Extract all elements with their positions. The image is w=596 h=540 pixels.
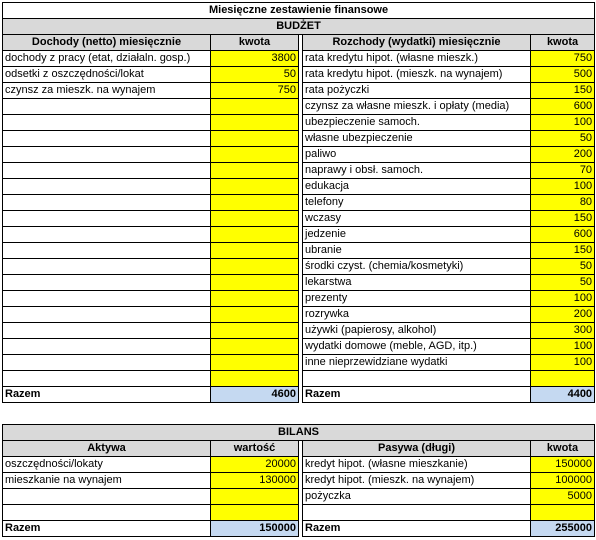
budget-row [3, 195, 595, 211]
expense-amount-cell[interactable]: 300 [531, 323, 595, 339]
expense-label-cell[interactable]: wydatki domowe (meble, AGD, itp.) [303, 339, 531, 355]
income-label-cell[interactable] [3, 355, 211, 371]
balance-row [3, 505, 595, 521]
expense-label-cell[interactable]: wczasy [303, 211, 531, 227]
income-label-cell[interactable]: czynsz za mieszk. na wynajem [3, 83, 211, 99]
income-amount-cell[interactable] [211, 227, 299, 243]
liability-label-cell[interactable]: kredyt hipot. (mieszk. na wynajem) [303, 473, 531, 489]
expense-amount-cell[interactable]: 50 [531, 275, 595, 291]
expense-label-cell[interactable]: edukacja [303, 179, 531, 195]
budget-row [3, 323, 595, 339]
income-label-cell[interactable] [3, 339, 211, 355]
asset-label-cell[interactable]: oszczędności/lokaty [3, 457, 211, 473]
budget-row [3, 51, 595, 67]
income-label-cell[interactable] [3, 147, 211, 163]
expense-amount-cell[interactable]: 150 [531, 83, 595, 99]
balance-section-title: BILANS [3, 425, 595, 441]
expense-label-cell[interactable]: telefony [303, 195, 531, 211]
expense-label-cell[interactable]: środki czyst. (chemia/kosmetyki) [303, 259, 531, 275]
liability-amount-cell[interactable] [531, 505, 595, 521]
balance-row [3, 457, 595, 473]
budget-row [3, 99, 595, 115]
income-amount-cell[interactable] [211, 355, 299, 371]
budget-row [3, 115, 595, 131]
expense-amount-cell[interactable]: 100 [531, 339, 595, 355]
budget-row [3, 147, 595, 163]
budget-row [3, 83, 595, 99]
income-amount-cell[interactable] [211, 339, 299, 355]
assets-value-header: wartość [211, 441, 299, 457]
income-amount-cell[interactable] [211, 275, 299, 291]
expense-label-cell[interactable]: inne nieprzewidziane wydatki [303, 355, 531, 371]
income-amount-cell[interactable] [211, 115, 299, 131]
income-amount-cell[interactable] [211, 99, 299, 115]
budget-row [3, 275, 595, 291]
expense-amount-cell[interactable]: 100 [531, 179, 595, 195]
income-amount-cell[interactable] [211, 291, 299, 307]
expense-amount-header: kwota [531, 35, 595, 51]
income-label-cell[interactable]: dochody z pracy (etat, działaln. gosp.) [3, 51, 211, 67]
balance-table [2, 424, 595, 537]
liability-amount-cell[interactable]: 150000 [531, 457, 595, 473]
expense-amount-cell[interactable]: 200 [531, 307, 595, 323]
income-amount-cell[interactable] [211, 163, 299, 179]
liabilities-total-label: Razem [303, 521, 531, 537]
income-amount-cell[interactable]: 750 [211, 83, 299, 99]
expense-amount-cell[interactable]: 150 [531, 211, 595, 227]
expense-amount-cell[interactable]: 100 [531, 355, 595, 371]
budget-section-title: BUDŻET [3, 19, 595, 35]
budget-row [3, 355, 595, 371]
income-header: Dochody (netto) miesięcznie [3, 35, 211, 51]
income-label-cell[interactable] [3, 179, 211, 195]
asset-label-cell[interactable]: mieszkanie na wynajem [3, 473, 211, 489]
liability-amount-cell[interactable]: 100000 [531, 473, 595, 489]
budget-row [3, 339, 595, 355]
income-label-cell[interactable] [3, 275, 211, 291]
income-label-cell[interactable] [3, 323, 211, 339]
budget-table [2, 2, 595, 403]
asset-value-cell[interactable] [211, 489, 299, 505]
income-label-cell[interactable] [3, 99, 211, 115]
expense-label-cell[interactable]: używki (papierosy, alkohol) [303, 323, 531, 339]
assets-total-value: 150000 [211, 521, 299, 537]
expense-label-cell[interactable]: ubranie [303, 243, 531, 259]
budget-row [3, 291, 595, 307]
asset-value-cell[interactable] [211, 505, 299, 521]
income-amount-cell[interactable] [211, 211, 299, 227]
income-label-cell[interactable] [3, 291, 211, 307]
expense-amount-cell[interactable]: 50 [531, 131, 595, 147]
budget-row [3, 227, 595, 243]
income-label-cell[interactable] [3, 243, 211, 259]
expense-total-value: 4400 [531, 387, 595, 403]
expense-amount-cell[interactable]: 750 [531, 51, 595, 67]
expense-header: Rozchody (wydatki) miesięcznie [303, 35, 531, 51]
liability-label-cell[interactable]: pożyczka [303, 489, 531, 505]
income-label-cell[interactable] [3, 163, 211, 179]
income-label-cell[interactable] [3, 131, 211, 147]
expense-amount-cell[interactable]: 100 [531, 291, 595, 307]
budget-total-row [3, 387, 595, 403]
income-amount-cell[interactable] [211, 147, 299, 163]
expense-amount-cell[interactable]: 200 [531, 147, 595, 163]
expense-amount-cell[interactable]: 600 [531, 227, 595, 243]
expense-label-cell[interactable]: prezenty [303, 291, 531, 307]
sheet-title: Miesięczne zestawienie finansowe [3, 3, 595, 19]
expense-amount-cell[interactable]: 500 [531, 67, 595, 83]
income-label-cell[interactable] [3, 211, 211, 227]
expense-label-cell[interactable]: rozrywka [303, 307, 531, 323]
income-amount-cell[interactable] [211, 243, 299, 259]
expense-amount-cell[interactable] [531, 371, 595, 387]
income-label-cell[interactable] [3, 307, 211, 323]
expense-label-cell[interactable]: rata kredytu hipot. (mieszk. na wynajem) [303, 67, 531, 83]
expense-label-cell[interactable]: lekarstwa [303, 275, 531, 291]
expense-amount-cell[interactable]: 150 [531, 243, 595, 259]
asset-label-cell[interactable] [3, 505, 211, 521]
budget-row [3, 307, 595, 323]
liability-label-cell[interactable] [303, 505, 531, 521]
expense-label-cell[interactable]: paliwo [303, 147, 531, 163]
balance-row [3, 489, 595, 505]
budget-row [3, 211, 595, 227]
liability-amount-cell[interactable]: 5000 [531, 489, 595, 505]
expense-label-cell[interactable]: czynsz za własne mieszk. i opłaty (media) [303, 99, 531, 115]
income-label-cell[interactable] [3, 195, 211, 211]
balance-total-row [3, 521, 595, 537]
liabilities-header: Pasywa (długi) [303, 441, 531, 457]
liability-label-cell[interactable]: kredyt hipot. (własne mieszkanie) [303, 457, 531, 473]
budget-row [3, 67, 595, 83]
income-label-cell[interactable] [3, 371, 211, 387]
income-amount-header: kwota [211, 35, 299, 51]
asset-value-cell[interactable]: 130000 [211, 473, 299, 489]
income-label-cell[interactable] [3, 115, 211, 131]
expense-label-cell[interactable]: rata pożyczki [303, 83, 531, 99]
income-label-cell[interactable]: odsetki z oszczędności/lokat [3, 67, 211, 83]
liabilities-amount-header: kwota [531, 441, 595, 457]
asset-label-cell[interactable] [3, 489, 211, 505]
budget-row [3, 371, 595, 387]
expense-label-cell[interactable] [303, 371, 531, 387]
income-amount-cell[interactable] [211, 195, 299, 211]
budget-row [3, 163, 595, 179]
budget-row [3, 243, 595, 259]
income-amount-cell[interactable] [211, 371, 299, 387]
income-total-label: Razem [3, 387, 211, 403]
budget-row [3, 259, 595, 275]
expense-label-cell[interactable]: jedzenie [303, 227, 531, 243]
assets-total-label: Razem [3, 521, 211, 537]
expense-label-cell[interactable]: rata kredytu hipot. (własne mieszk.) [303, 51, 531, 67]
income-amount-cell[interactable]: 50 [211, 67, 299, 83]
expense-total-label: Razem [303, 387, 531, 403]
income-amount-cell[interactable] [211, 259, 299, 275]
expense-label-cell[interactable]: własne ubezpieczenie [303, 131, 531, 147]
income-amount-cell[interactable] [211, 179, 299, 195]
liabilities-total-value: 255000 [531, 521, 595, 537]
income-amount-cell[interactable] [211, 131, 299, 147]
budget-row [3, 179, 595, 195]
income-label-cell[interactable] [3, 227, 211, 243]
expense-amount-cell[interactable]: 100 [531, 115, 595, 131]
expense-amount-cell[interactable]: 80 [531, 195, 595, 211]
budget-row [3, 131, 595, 147]
balance-row [3, 473, 595, 489]
income-amount-cell[interactable]: 3800 [211, 51, 299, 67]
assets-header: Aktywa [3, 441, 211, 457]
income-amount-cell[interactable] [211, 307, 299, 323]
income-amount-cell[interactable] [211, 323, 299, 339]
income-total-value: 4600 [211, 387, 299, 403]
expense-amount-cell[interactable]: 600 [531, 99, 595, 115]
expense-amount-cell[interactable]: 50 [531, 259, 595, 275]
asset-value-cell[interactable]: 20000 [211, 457, 299, 473]
income-label-cell[interactable] [3, 259, 211, 275]
expense-label-cell[interactable]: naprawy i obsł. samoch. [303, 163, 531, 179]
expense-label-cell[interactable]: ubezpieczenie samoch. [303, 115, 531, 131]
expense-amount-cell[interactable]: 70 [531, 163, 595, 179]
